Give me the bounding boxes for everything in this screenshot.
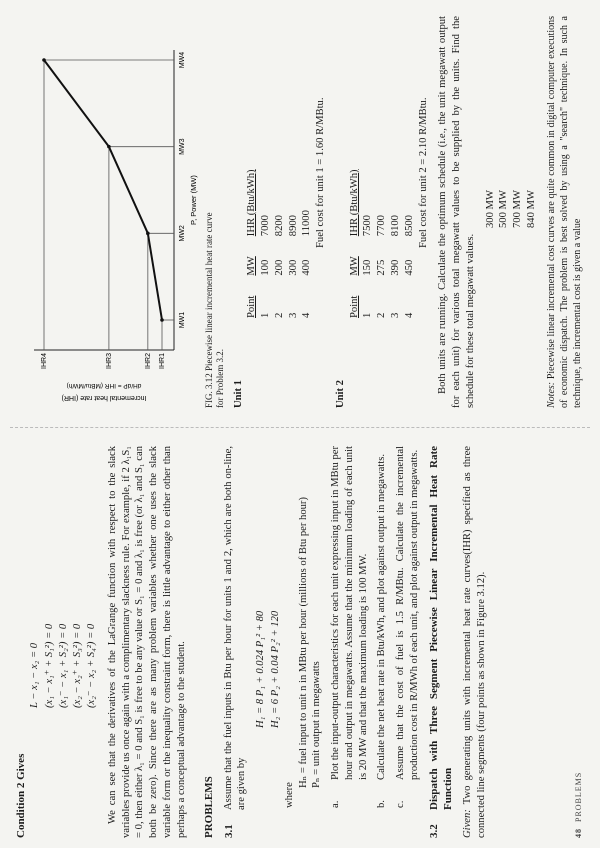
page-number: 48 bbox=[574, 828, 583, 838]
equation: (x₂⁻ − x₂ + S₄²) = 0 bbox=[86, 623, 98, 708]
table-row bbox=[273, 159, 287, 328]
given-paragraph bbox=[461, 446, 489, 838]
part-text: Calculate the net heat rate in Btu/kWh, and plot against output in megawatts. bbox=[376, 454, 388, 780]
data-point bbox=[42, 58, 46, 62]
cell: 3 bbox=[390, 312, 402, 318]
y-tick-label: IHR4 bbox=[41, 353, 48, 369]
column-header: Point bbox=[246, 295, 258, 318]
column-header: IHR (Btu/kWh) bbox=[246, 169, 258, 237]
right-column bbox=[14, 16, 590, 408]
cell: 200 bbox=[273, 259, 285, 276]
unit1-label: Unit 1 bbox=[232, 380, 244, 408]
footer-run bbox=[574, 772, 584, 838]
equation: (x₁⁻ − x₁ + S₂²) = 0 bbox=[57, 623, 69, 708]
ihr-series-line bbox=[44, 60, 162, 320]
ihr-chart bbox=[14, 16, 204, 408]
problem-number: 3.1 bbox=[222, 824, 235, 838]
problem-title: Dispatch with Three Segment Piecewise Linear Incremental Heat Rate Function bbox=[427, 446, 454, 810]
cell: 1 bbox=[362, 312, 374, 318]
unit1-table bbox=[245, 159, 314, 328]
equation: L − x₁ − x₂ = 0 bbox=[29, 642, 41, 708]
table-row bbox=[287, 159, 301, 328]
given-label: Given: bbox=[462, 809, 474, 838]
y-tick-label: IHR1 bbox=[159, 353, 166, 369]
column-header: MW bbox=[246, 256, 258, 276]
cell: 400 bbox=[301, 259, 313, 276]
ihr-figure bbox=[14, 16, 204, 408]
part-text: Assume that the cost of fuel is 1.5 R/MBtu. Calculate the incremental production cost in R/MWh of each unit, and plot against output in megawatts. bbox=[395, 446, 420, 780]
part-label: c. bbox=[395, 800, 407, 808]
part-a bbox=[329, 446, 370, 838]
cell: 4 bbox=[403, 312, 415, 318]
table-header-row bbox=[245, 159, 259, 328]
cell: 7700 bbox=[376, 215, 388, 237]
cell: 7500 bbox=[362, 215, 374, 237]
x-tick-label: MW1 bbox=[179, 311, 186, 329]
part-text: Plot the input-output characteristics for each unit expressing input in MBtu per hour and output in megawatts. Assume that the minimum loading of each unit is 20 MW and that the maximum loading is 100 MW. bbox=[330, 446, 369, 780]
definition-hn: Hₙ = fuel input to unit n in MBtu per hour (millions of Btu per hour) bbox=[297, 497, 309, 788]
data-point bbox=[107, 145, 111, 149]
equation: (x₁ − x₁⁺ + S₁²) = 0 bbox=[43, 623, 55, 708]
part-b bbox=[375, 446, 389, 838]
x-axis-label: P, Power (MW) bbox=[189, 175, 198, 225]
cell: 1 bbox=[260, 312, 272, 318]
y-tick-label: IHR3 bbox=[105, 353, 113, 369]
left-column bbox=[14, 446, 583, 838]
page-gutter bbox=[10, 427, 590, 428]
figure-caption: FIG. 3.12 Piecewise linear incremental heat rate curve for Problem 3.2. bbox=[204, 212, 225, 408]
notes-label: Notes: bbox=[545, 381, 557, 408]
table-row bbox=[361, 159, 375, 328]
cell: 2 bbox=[376, 312, 388, 318]
cell: 7000 bbox=[260, 215, 272, 237]
part-c bbox=[394, 446, 422, 838]
column-header: MW bbox=[348, 256, 360, 276]
cell: 11000 bbox=[301, 210, 313, 237]
cell: 4 bbox=[301, 312, 313, 318]
cell: 100 bbox=[260, 259, 272, 276]
cell: 8500 bbox=[403, 215, 415, 237]
data-point bbox=[160, 318, 164, 322]
definition-pn: Pₙ = unit output in megawatts bbox=[311, 661, 323, 788]
cell: 8100 bbox=[390, 215, 402, 237]
unit2-label: Unit 2 bbox=[334, 380, 346, 408]
table-row bbox=[259, 159, 273, 328]
table-row bbox=[403, 159, 417, 328]
table-header-row bbox=[348, 159, 362, 328]
equation-h1: H₁ = 8 P₁ + 0.024 P₁² + 80 bbox=[255, 610, 267, 728]
running-head: PROBLEMS bbox=[574, 771, 583, 822]
both-units-paragraph: Both units are running. Calculate the optimum schedule (i.e., the unit megawatt output for each unit) for various total megawatt values to be supplied by the units. Find the schedule for these total megawatt values. bbox=[437, 16, 476, 408]
cell: 390 bbox=[390, 259, 402, 276]
problem-number: 3.2 bbox=[427, 824, 440, 838]
data-point bbox=[146, 232, 150, 236]
equation: (x₂ − x₂⁺ + S₃²) = 0 bbox=[72, 623, 84, 708]
table-row bbox=[389, 159, 403, 328]
table-row bbox=[300, 159, 314, 328]
cell: 8200 bbox=[273, 215, 285, 237]
mw-value: 840 MW bbox=[525, 190, 537, 228]
y-axis-label: Incremental heat rate (IHR) bbox=[61, 394, 147, 401]
unit2-fuel-cost: Fuel cost for unit 2 = 2.10 R/MBtu. bbox=[417, 97, 429, 248]
problem-3-1 bbox=[222, 446, 250, 838]
x-tick-label: MW2 bbox=[179, 225, 186, 242]
cell: 150 bbox=[362, 259, 374, 276]
fuel-equations bbox=[254, 446, 283, 838]
mw-value: 500 MW bbox=[498, 190, 510, 228]
part-label: b. bbox=[376, 800, 388, 808]
mw-value: 700 MW bbox=[512, 190, 524, 228]
cell: 450 bbox=[403, 259, 415, 276]
unit1-fuel-cost: Fuel cost for unit 1 = 1.60 R/MBtu. bbox=[315, 97, 327, 248]
cell: 275 bbox=[376, 259, 388, 276]
notes-text: Piecewise linear incremental cost curves are quite common in digital computer executions of economic dispatch. The problem is best solved by using a "search" technique. In such a technique, the incremental cost is given a value bbox=[545, 15, 583, 408]
mw-list bbox=[484, 16, 539, 408]
cell: 2 bbox=[273, 312, 285, 318]
condition-title: Condition 2 Gives bbox=[15, 753, 27, 838]
table-row bbox=[375, 159, 389, 328]
part-label: a. bbox=[330, 800, 342, 808]
cell: 300 bbox=[287, 259, 299, 276]
equation-h2: H₂ = 6 P₂ + 0.04 P₂² + 120 bbox=[269, 610, 281, 728]
problem-3-2 bbox=[427, 446, 456, 838]
given-text: Two generating units with incremental heat rate curves(IHR) specified as three connected line segments (four points as shown in Figure 3.12). bbox=[462, 446, 488, 838]
unit2-table bbox=[348, 159, 417, 328]
cell: 8900 bbox=[287, 215, 299, 237]
notes-paragraph bbox=[545, 16, 584, 408]
y-tick-label: IHR2 bbox=[144, 353, 152, 369]
x-tick-label: MW4 bbox=[179, 51, 186, 69]
column-header: Point bbox=[348, 295, 360, 318]
column-header: IHR (Btu/kWh) bbox=[348, 169, 360, 237]
problem-text: Assume that the fuel inputs in Btu per hour for units 1 and 2, which are both on-line, are given by bbox=[222, 446, 248, 810]
x-tick-label: MW3 bbox=[179, 138, 186, 155]
where-label: where bbox=[283, 782, 295, 808]
y-axis-formula: dH/dP = IHR (MBtu/MWh) bbox=[66, 382, 142, 389]
equation-block bbox=[28, 446, 99, 838]
cell: 3 bbox=[287, 312, 299, 318]
problems-heading: PROBLEMS bbox=[203, 776, 216, 838]
slackness-paragraph: We can see that the derivatives of the LaGrange function with respect to the slack variables provide us once again with a complimentary slackness rule. For example, if 2 λ₁S₁ = 0, then either λ₁ = 0 and S₁ is free to be any value or S₁ = 0 and λ₁ is free (or λ₁ and S₁ can both be zero). Since there are as many problem variables whether one uses the slack variable form or the inequality constraint form, there is little advantage to either other than perhaps a conceptual advantage to the student. bbox=[106, 446, 187, 838]
mw-value: 300 MW bbox=[484, 190, 496, 228]
